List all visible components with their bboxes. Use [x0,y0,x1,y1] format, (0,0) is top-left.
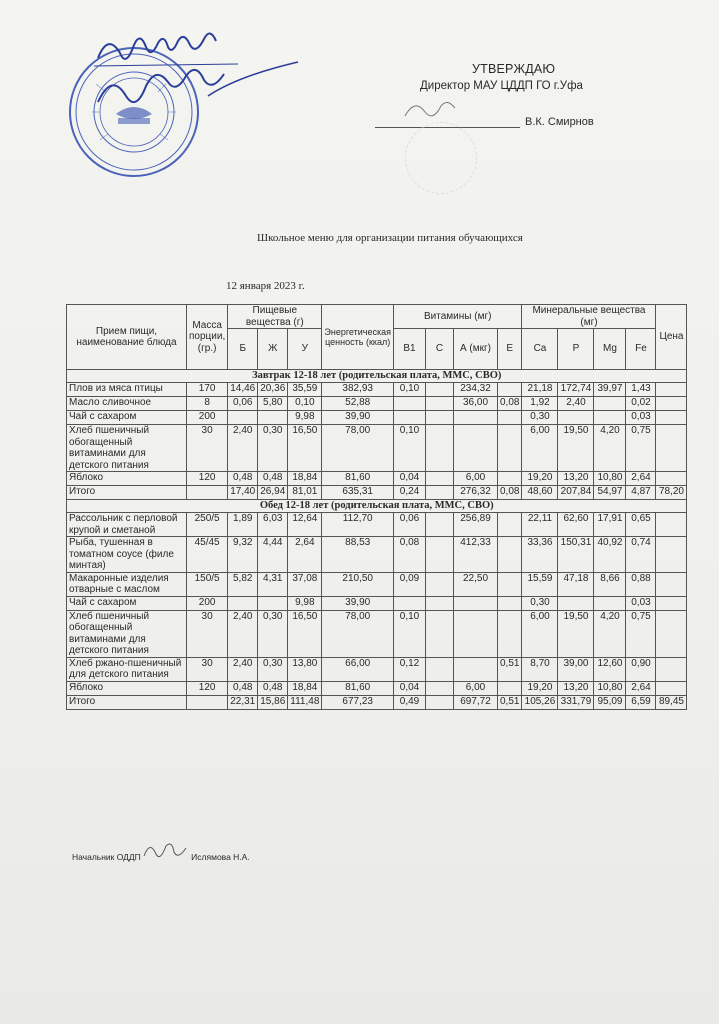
cell-p: 172,74 [558,383,594,397]
cell-mass: 45/45 [187,537,228,573]
section-row [67,370,687,383]
table-row [67,610,687,657]
cell-c [426,486,454,500]
cell-fe: 0,03 [626,596,656,610]
cell-mg: 95,09 [594,695,626,709]
cell-p: 62,60 [558,513,594,537]
cell-p: 331,79 [558,695,594,709]
approve-title: УТВЕРЖДАЮ [472,62,556,76]
cell-mass: 200 [187,596,228,610]
cell-mg: 54,97 [594,486,626,500]
cell-mg: 10,80 [594,681,626,695]
cell-mg [594,596,626,610]
cell-ca: 8,70 [522,657,558,681]
cell-mass: 8 [187,397,228,411]
cell-mass: 30 [187,425,228,472]
cell-ca: 105,26 [522,695,558,709]
table-row [67,513,687,537]
cell-energy: 66,00 [322,657,394,681]
cell-mass: 250/5 [187,513,228,537]
cell-price [656,537,687,573]
cell-price [656,596,687,610]
table-row [67,695,687,709]
cell-a [454,411,498,425]
cell-zh: 0,30 [258,425,288,472]
col-fe-header: Fe [626,329,656,370]
cell-e [498,425,522,472]
cell-mass: 30 [187,610,228,657]
cell-ca: 0,30 [522,411,558,425]
cell-energy: 78,00 [322,425,394,472]
cell-u: 9,98 [288,411,322,425]
cell-e [498,411,522,425]
cell-c [426,397,454,411]
cell-e [498,513,522,537]
cell-price [656,657,687,681]
cell-mass: 200 [187,411,228,425]
cell-fe: 0,65 [626,513,656,537]
cell-energy: 112,70 [322,513,394,537]
cell-fe: 0,75 [626,425,656,472]
table-row [67,383,687,397]
cell-energy: 78,00 [322,610,394,657]
cell-a: 36,00 [454,397,498,411]
cell-mass: 150/5 [187,572,228,596]
table-row [67,472,687,486]
cell-b: 0,06 [228,397,258,411]
dish-name: Плов из мяса птицы [67,383,187,397]
dish-name: Масло сливочное [67,397,187,411]
table-row [67,486,687,500]
section-title: Обед 12-18 лет (родительская плата, ММС, СВО) [67,500,687,513]
cell-p: 150,31 [558,537,594,573]
cell-price [656,572,687,596]
cell-p: 207,84 [558,486,594,500]
table-row [67,596,687,610]
cell-b1 [394,397,426,411]
cell-c [426,610,454,657]
faint-stamp-icon [405,122,477,194]
cell-mg: 12,60 [594,657,626,681]
cell-mg: 17,91 [594,513,626,537]
col-b-header: Б [228,329,258,370]
cell-a: 6,00 [454,472,498,486]
cell-zh [258,411,288,425]
cell-p: 2,40 [558,397,594,411]
col-e-header: Е [498,329,522,370]
dish-name: Макаронные изделия отварные с маслом [67,572,187,596]
dish-name: Хлеб ржано-пшеничный для детского питания [67,657,187,681]
cell-b1: 0,49 [394,695,426,709]
cell-ca: 19,20 [522,472,558,486]
section-row [67,500,687,513]
cell-mg: 4,20 [594,610,626,657]
cell-energy: 635,31 [322,486,394,500]
cell-c [426,657,454,681]
cell-mg [594,411,626,425]
cell-energy: 39,90 [322,596,394,610]
cell-b1: 0,10 [394,383,426,397]
cell-c [426,425,454,472]
cell-a: 22,50 [454,572,498,596]
col-p-header: P [558,329,594,370]
cell-mg: 39,97 [594,383,626,397]
cell-b: 14,46 [228,383,258,397]
cell-price: 89,45 [656,695,687,709]
cell-u: 18,84 [288,681,322,695]
cell-fe: 0,02 [626,397,656,411]
cell-b [228,596,258,610]
cell-mass [187,486,228,500]
cell-ca: 0,30 [522,596,558,610]
col-mg-header: Mg [594,329,626,370]
table-row [67,537,687,573]
cell-zh: 0,48 [258,472,288,486]
cell-b1: 0,10 [394,425,426,472]
cell-a: 234,32 [454,383,498,397]
director-signature-icon [400,96,460,126]
cell-u: 2,64 [288,537,322,573]
footer [72,852,250,862]
cell-ca: 6,00 [522,610,558,657]
dish-name: Хлеб пшеничный обогащенный витаминами для детского питания [67,425,187,472]
section-title: Завтрак 12-18 лет (родительская плата, ММС, СВО) [67,370,687,383]
col-vitamins-header: Витамины (мг) [394,305,522,329]
cell-e [498,681,522,695]
cell-e [498,537,522,573]
footer-role: Начальник ОДДП [72,852,141,862]
cell-ca: 1,92 [522,397,558,411]
cell-b: 9,32 [228,537,258,573]
cell-c [426,695,454,709]
cell-e: 0,51 [498,695,522,709]
cell-b: 0,48 [228,472,258,486]
cell-b: 2,40 [228,425,258,472]
cell-mass: 170 [187,383,228,397]
col-meal-header: Прием пищи, наименование блюда [67,305,187,370]
cell-p: 13,20 [558,472,594,486]
dish-name: Рассольник с перловой крупой и сметаной [67,513,187,537]
cell-energy: 88,53 [322,537,394,573]
dish-name: Чай с сахаром [67,411,187,425]
cell-mass: 120 [187,681,228,695]
handwritten-signature-icon [88,28,308,118]
cell-b: 17,40 [228,486,258,500]
footer-name: Ислямова Н.А. [191,852,250,862]
cell-fe: 0,88 [626,572,656,596]
cell-zh: 0,30 [258,610,288,657]
cell-e [498,572,522,596]
cell-u: 111,48 [288,695,322,709]
cell-p: 19,50 [558,610,594,657]
cell-p [558,411,594,425]
cell-p [558,596,594,610]
cell-a: 276,32 [454,486,498,500]
table-row [67,425,687,472]
table-row [67,572,687,596]
cell-c [426,411,454,425]
cell-b1: 0,09 [394,572,426,596]
cell-u: 35,59 [288,383,322,397]
cell-c [426,572,454,596]
cell-price: 78,20 [656,486,687,500]
cell-zh: 0,30 [258,657,288,681]
menu-date: 12 января 2023 г. [226,280,305,292]
col-zh-header: Ж [258,329,288,370]
cell-c [426,596,454,610]
cell-c [426,472,454,486]
cell-ca: 48,60 [522,486,558,500]
cell-e [498,472,522,486]
col-a-header: А (мкг) [454,329,498,370]
cell-energy: 81,60 [322,472,394,486]
cell-b [228,411,258,425]
cell-mass [187,695,228,709]
cell-b1 [394,411,426,425]
cell-e [498,596,522,610]
cell-u: 81,01 [288,486,322,500]
cell-u: 12,64 [288,513,322,537]
cell-b1: 0,24 [394,486,426,500]
cell-mg: 10,80 [594,472,626,486]
cell-p: 13,20 [558,681,594,695]
cell-ca: 33,36 [522,537,558,573]
cell-zh: 6,03 [258,513,288,537]
cell-a [454,657,498,681]
cell-ca: 6,00 [522,425,558,472]
cell-b1: 0,04 [394,681,426,695]
cell-mg: 40,92 [594,537,626,573]
cell-b1: 0,04 [394,472,426,486]
cell-energy: 39,90 [322,411,394,425]
dish-name: Хлеб пшеничный обогащенный витаминами для детского питания [67,610,187,657]
cell-a: 256,89 [454,513,498,537]
cell-fe: 2,64 [626,472,656,486]
cell-fe: 6,59 [626,695,656,709]
cell-b1: 0,06 [394,513,426,537]
cell-a: 6,00 [454,681,498,695]
cell-a [454,596,498,610]
cell-b: 1,89 [228,513,258,537]
cell-fe: 0,74 [626,537,656,573]
cell-ca: 21,18 [522,383,558,397]
cell-c [426,383,454,397]
cell-p: 19,50 [558,425,594,472]
cell-u: 0,10 [288,397,322,411]
cell-mg: 8,66 [594,572,626,596]
cell-b: 5,82 [228,572,258,596]
cell-u: 16,50 [288,610,322,657]
cell-price [656,411,687,425]
cell-energy: 382,93 [322,383,394,397]
cell-a: 412,33 [454,537,498,573]
cell-b: 2,40 [228,657,258,681]
cell-a: 697,72 [454,695,498,709]
cell-mg: 4,20 [594,425,626,472]
dish-name: Яблоко [67,681,187,695]
cell-price [656,472,687,486]
cell-price [656,681,687,695]
cell-energy: 52,88 [322,397,394,411]
table-row [67,681,687,695]
cell-p: 47,18 [558,572,594,596]
page-title: Школьное меню для организации питания обучающихся [257,232,523,244]
col-mass-header: Масса порции, (гр.) [187,305,228,370]
cell-fe: 4,87 [626,486,656,500]
cell-price [656,610,687,657]
cell-fe: 0,90 [626,657,656,681]
cell-ca: 22,11 [522,513,558,537]
col-c-header: C [426,329,454,370]
cell-zh: 15,86 [258,695,288,709]
cell-price [656,513,687,537]
cell-zh: 5,80 [258,397,288,411]
cell-b1 [394,596,426,610]
cell-energy: 677,23 [322,695,394,709]
cell-fe: 0,75 [626,610,656,657]
approve-name: В.К. Смирнов [525,116,594,128]
col-ca-header: Ca [522,329,558,370]
cell-a [454,610,498,657]
cell-b1: 0,08 [394,537,426,573]
table-row [67,411,687,425]
cell-b: 22,31 [228,695,258,709]
cell-ca: 19,20 [522,681,558,695]
dish-name: Чай с сахаром [67,596,187,610]
cell-mass: 30 [187,657,228,681]
cell-e: 0,08 [498,486,522,500]
cell-b1: 0,10 [394,610,426,657]
cell-u: 18,84 [288,472,322,486]
table-row [67,657,687,681]
cell-zh: 20,36 [258,383,288,397]
approve-position: Директор МАУ ЦДДП ГО г.Уфа [420,80,583,92]
cell-price [656,397,687,411]
cell-c [426,681,454,695]
cell-zh: 0,48 [258,681,288,695]
cell-b: 2,40 [228,610,258,657]
cell-energy: 81,60 [322,681,394,695]
col-b1-header: B1 [394,329,426,370]
cell-u: 9,98 [288,596,322,610]
col-u-header: У [288,329,322,370]
cell-zh: 4,31 [258,572,288,596]
cell-fe: 0,03 [626,411,656,425]
dish-name: Итого [67,486,187,500]
dish-name: Итого [67,695,187,709]
cell-zh [258,596,288,610]
cell-mg [594,397,626,411]
cell-p: 39,00 [558,657,594,681]
cell-fe: 1,43 [626,383,656,397]
cell-u: 16,50 [288,425,322,472]
cell-e [498,383,522,397]
cell-b: 0,48 [228,681,258,695]
cell-energy: 210,50 [322,572,394,596]
cell-u: 13,80 [288,657,322,681]
header-row [67,305,687,329]
cell-fe: 2,64 [626,681,656,695]
cell-price [656,425,687,472]
cell-u: 37,08 [288,572,322,596]
cell-e [498,610,522,657]
cell-c [426,513,454,537]
cell-a [454,425,498,472]
cell-b1: 0,12 [394,657,426,681]
cell-c [426,537,454,573]
col-price-header: Цена [656,305,687,370]
menu-table [66,304,687,710]
cell-zh: 26,94 [258,486,288,500]
cell-ca: 15,59 [522,572,558,596]
cell-e: 0,51 [498,657,522,681]
cell-mass: 120 [187,472,228,486]
col-energy-header: Энергетическая ценность (ккал) [322,305,394,370]
dish-name: Яблоко [67,472,187,486]
cell-zh: 4,44 [258,537,288,573]
col-nutrients-header: Пищевые вещества (г) [228,305,322,329]
col-minerals-header: Минеральные вещества (мг) [522,305,656,329]
table-row [67,397,687,411]
cell-price [656,383,687,397]
dish-name: Рыба, тушенная в томатном соусе (филе минтая) [67,537,187,573]
cell-e: 0,08 [498,397,522,411]
